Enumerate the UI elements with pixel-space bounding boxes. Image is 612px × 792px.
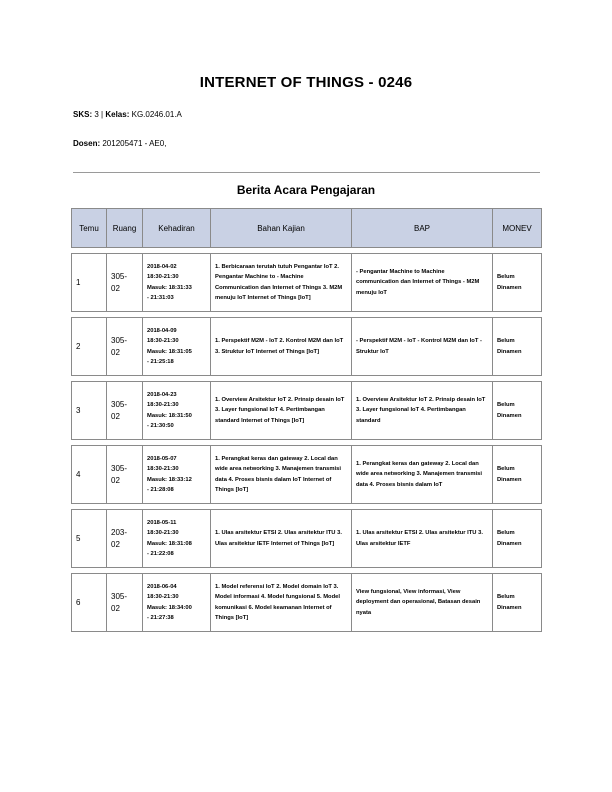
kelas-label: Kelas: bbox=[105, 110, 130, 119]
cell-bap: 1. Overview Arsitektur IoT 2. Prinsip desain IoT 3. Layer fungsional IoT 4. Pertimbangan standard bbox=[352, 382, 493, 440]
bap-table bbox=[71, 208, 542, 632]
table-row bbox=[72, 574, 542, 632]
header-temu: Temu bbox=[72, 209, 107, 248]
cell-kehadiran: 2018-04-23 18:30-21:30 Masuk: 18:31:50 - 21:30:50 bbox=[143, 382, 211, 440]
cell-ruang: 203- 02 bbox=[107, 510, 143, 568]
cell-temu: 3 bbox=[72, 382, 107, 440]
cell-bahan-kajian: 1. Overview Arsitektur IoT 2. Prinsip desain IoT 3. Layer fungsional IoT 4. Pertimbangan standard Internet of Things [IoT] bbox=[211, 382, 352, 440]
cell-ruang: 305- 02 bbox=[107, 446, 143, 504]
table-row bbox=[72, 254, 542, 312]
table-header-row bbox=[72, 209, 542, 248]
cell-bahan-kajian: 1. Ulas arsitektur ETSI 2. Ulas arsitektur ITU 3. Ulas arsitektur IETF Internet of Things [IoT] bbox=[211, 510, 352, 568]
cell-ruang: 305- 02 bbox=[107, 382, 143, 440]
cell-temu: 4 bbox=[72, 446, 107, 504]
cell-temu: 6 bbox=[72, 574, 107, 632]
section-title: Berita Acara Pengajaran bbox=[236, 183, 376, 197]
kelas-value: KG.0246.01.A bbox=[131, 110, 182, 119]
cell-monev: Belum Dinamen bbox=[493, 318, 542, 376]
dosen-value: 201205471 - AE0, bbox=[102, 139, 167, 148]
table-row bbox=[72, 446, 542, 504]
course-title: INTERNET OF THINGS - 0246 bbox=[199, 74, 413, 91]
cell-bahan-kajian: 1. Perspektif M2M - IoT 2. Kontrol M2M dan IoT 3. Struktur IoT Internet of Things [IoT] bbox=[211, 318, 352, 376]
cell-kehadiran: 2018-05-07 18:30-21:30 Masuk: 18:33:12 - 21:28:08 bbox=[143, 446, 211, 504]
cell-bap: - Perspektif M2M - IoT - Kontrol M2M dan IoT - Struktur IoT bbox=[352, 318, 493, 376]
lecturer-line bbox=[73, 139, 166, 148]
cell-kehadiran: 2018-06-04 18:30-21:30 Masuk: 18:34:00 - 21:27:38 bbox=[143, 574, 211, 632]
cell-ruang: 305- 02 bbox=[107, 574, 143, 632]
dosen-label: Dosen: bbox=[73, 139, 101, 148]
cell-ruang: 305- 02 bbox=[107, 318, 143, 376]
cell-temu: 5 bbox=[72, 510, 107, 568]
cell-monev: Belum Dinamen bbox=[493, 254, 542, 312]
cell-monev: Belum Dinamen bbox=[493, 510, 542, 568]
cell-ruang: 305- 02 bbox=[107, 254, 143, 312]
cell-kehadiran: 2018-05-11 18:30-21:30 Masuk: 18:31:08 - 21:22:08 bbox=[143, 510, 211, 568]
table-row bbox=[72, 382, 542, 440]
cell-bap: View fungsional, View informasi, View deployment dan operasional, Batasan desain nyata bbox=[352, 574, 493, 632]
header-bahan-kajian: Bahan Kajian bbox=[211, 209, 352, 248]
cell-monev: Belum Dinamen bbox=[493, 382, 542, 440]
cell-bahan-kajian: 1. Model referensi IoT 2. Model domain IoT 3. Model informasi 4. Model fungsional 5. Model komunikasi 6. Model keamanan Internet of Things [IoT] bbox=[211, 574, 352, 632]
cell-bap: 1. Perangkat keras dan gateway 2. Local dan wide area networking 3. Manajemen transmisi data 4. Proses bisnis dalam IoT bbox=[352, 446, 493, 504]
cell-bap: - Pengantar Machine to Machine communication dan Internet of Things - M2M menuju IoT bbox=[352, 254, 493, 312]
sks-value: 3 bbox=[94, 110, 99, 119]
cell-temu: 1 bbox=[72, 254, 107, 312]
cell-kehadiran: 2018-04-02 18:30-21:30 Masuk: 18:31:33 - 21:31:03 bbox=[143, 254, 211, 312]
cell-bahan-kajian: 1. Berbicaraan terutah tutuh Pengantar IoT 2. Pengantar Machine to - Machine Communication dan Internet of Things 3. M2M menuju IoT Internet of Things [IoT] bbox=[211, 254, 352, 312]
header-ruang: Ruang bbox=[107, 209, 143, 248]
cell-bap: 1. Ulas arsitektur ETSI 2. Ulas arsitektur ITU 3. Ulas arsitektur IETF bbox=[352, 510, 493, 568]
divider bbox=[73, 172, 540, 173]
header-kehadiran: Kehadiran bbox=[143, 209, 211, 248]
course-meta-line bbox=[73, 110, 182, 119]
cell-kehadiran: 2018-04-09 18:30-21:30 Masuk: 18:31:05 - 21:25:18 bbox=[143, 318, 211, 376]
meta-separator: | bbox=[101, 110, 104, 119]
table-row bbox=[72, 318, 542, 376]
header-monev: MONEV bbox=[493, 209, 542, 248]
header-bap: BAP bbox=[352, 209, 493, 248]
cell-bahan-kajian: 1. Perangkat keras dan gateway 2. Local dan wide area networking 3. Manajemen transmisi data 4. Proses bisnis dalam IoT Internet of Things [IoT] bbox=[211, 446, 352, 504]
cell-monev: Belum Dinamen bbox=[493, 574, 542, 632]
sks-label: SKS: bbox=[73, 110, 93, 119]
cell-temu: 2 bbox=[72, 318, 107, 376]
cell-monev: Belum Dinamen bbox=[493, 446, 542, 504]
table-row bbox=[72, 510, 542, 568]
